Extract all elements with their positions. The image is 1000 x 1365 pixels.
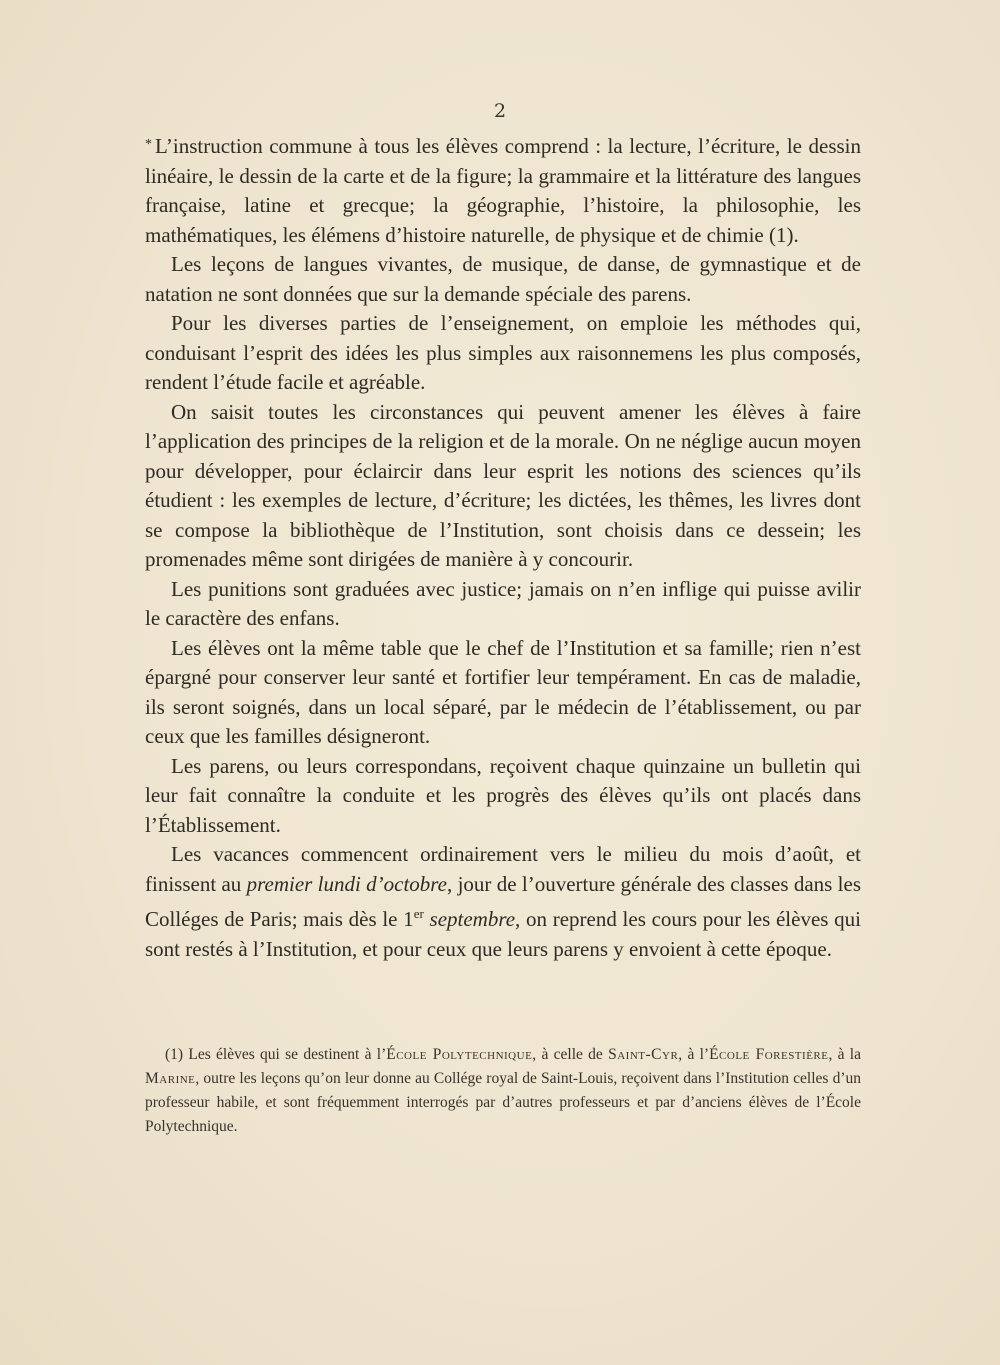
paragraph-methodes: Pour les diverses parties de l’enseignement, on emploie les méthodes qui, conduisant l’esprit des idées les plus simples aux raisonnemens les plus composés, rendent l’étude facile et agréable. bbox=[145, 311, 861, 394]
paragraph-table: Les élèves ont la même table que le chef de l’Institution et sa famille; rien n’est épargné pour conserver leur santé et fortifier leur tempérament. En cas de maladie, ils seront soignés, dans un local séparé, par le médecin de l’établissement, ou par ceux que les familles désigneront. bbox=[145, 635, 861, 748]
page-number: 2 bbox=[493, 100, 507, 122]
footnote-text-2: , à celle de bbox=[532, 1046, 609, 1063]
footnote-ecole-forestiere: École Forestière bbox=[709, 1046, 829, 1063]
vacances-date-octobre: premier lundi d’octobre bbox=[246, 871, 448, 896]
vacances-text-3: , on reprend les cours pour les élèves qui sont restés à l’Institution, et pour ceux que leurs parens y envoient à cette époque. bbox=[145, 907, 861, 961]
vacances-text-1: Les vacances commencent ordinairement vers le milieu du mois d’août, et finissent au bbox=[145, 842, 861, 896]
body-text bbox=[145, 130, 861, 964]
asterisk-mark: * bbox=[145, 137, 152, 152]
paragraph-vacances bbox=[145, 840, 861, 964]
footnote-text-1: (1) Les élèves qui se destinent à l’ bbox=[165, 1046, 387, 1063]
footnote-text-3: , à l’ bbox=[678, 1046, 710, 1063]
paragraph-religion: On saisit toutes les circonstances qui peuvent amener les élèves à faire l’application des principes de la religion et de la morale. On ne néglige aucun moyen pour développer, pour éclaircir dans leur esprit les notions des sciences qu’ils étudient : les exemples de lecture, d’écriture; les dictées, les thêmes, les livres dont se compose la bibliothèque de l’Institution, sont choisis dans ce dessein; les promenades même sont dirigées de manière à y concourir. bbox=[145, 399, 861, 571]
footnote-text-4: , à la bbox=[828, 1046, 861, 1063]
paragraph-lecons: Les leçons de langues vivantes, de musique, de danse, de gymnastique et de natation ne sont données que sur la demande spéciale des parens. bbox=[145, 252, 861, 306]
footnote bbox=[145, 1043, 861, 1139]
footnote-ecole-polytechnique: École Polytechnique bbox=[386, 1046, 533, 1063]
footnote-marine: Marine bbox=[145, 1070, 196, 1087]
footnote-text-5: , outre les leçons qu’on leur donne au Collége royal de Saint-Louis, reçoivent dans l’Institution celles d’un professeur habile, et sont fréquemment interrogés par d’autres professeurs et par d’anciens élèves de l’École Polytechnique. bbox=[145, 1070, 861, 1135]
paragraph-bulletin: Les parens, ou leurs correspondans, reçoivent chaque quinzaine un bulletin qui leur fait connaître la conduite et les progrès des élèves qu’ils ont placés dans l’Établissement. bbox=[145, 753, 861, 837]
footnote-saint-cyr: Saint-Cyr bbox=[608, 1046, 679, 1063]
paragraph-instruction-text: L’instruction commune à tous les élèves comprend : la lecture, l’écriture, le dessin linéaire, le dessin de la carte et de la figure; la grammaire et la littérature des langues française, latine et grecque; la géographie, l’histoire, la philosophie, les mathématiques, les élémens d’histoire naturelle, de physique et de chimie (1). bbox=[145, 134, 861, 247]
paragraph-punitions: Les punitions sont graduées avec justice; jamais on n’en inflige qui puisse avilir le caractère des enfans. bbox=[145, 576, 861, 630]
paragraph-instruction bbox=[145, 130, 861, 250]
vacances-text-2: , jour de l’ouverture générale des classes dans les Colléges de Paris; mais dès le 1 bbox=[145, 871, 861, 931]
footnote-paragraph bbox=[145, 1043, 861, 1139]
vacances-date-septembre: septembre bbox=[429, 907, 516, 931]
vacances-superscript: er bbox=[413, 906, 424, 921]
